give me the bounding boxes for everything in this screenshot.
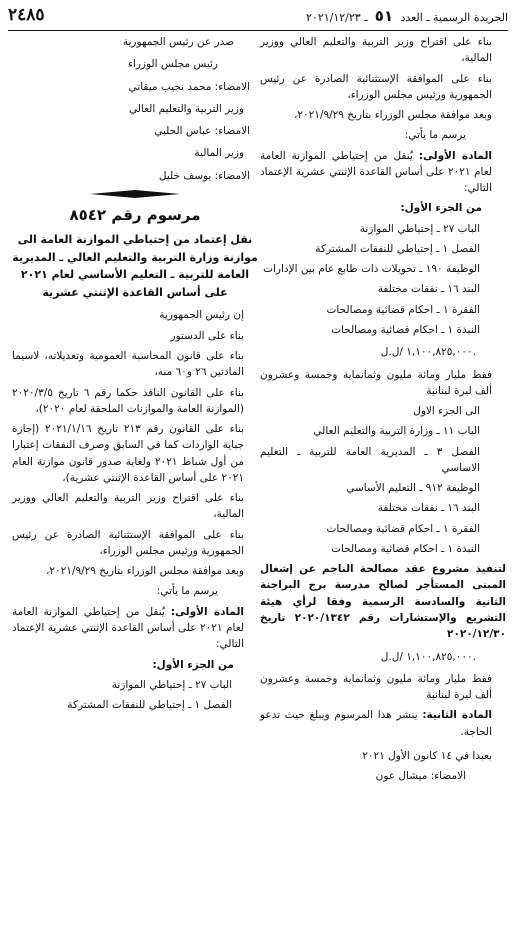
section-divider [12, 190, 258, 198]
from-item: الفصل ١ ـ إحتياطي للنفقات المشتركة [315, 242, 480, 255]
from-item: الفصل ١ ـ إحتياطي للنفقات المشتركة [67, 699, 232, 712]
divider-ornament-icon [90, 190, 180, 198]
signature-line: الامضاء: يوسف خليل [158, 169, 250, 182]
to-item: الباب ١١ ـ وزارة التربية والتعليم العالي [313, 425, 480, 438]
closing-signature: الامضاء: ميشال عون [375, 770, 466, 783]
preamble-line: بناء على الموافقة الإستثنائية الصادرة عن رئيس الجمهورية ورئيس مجلس الوزراء، [260, 72, 492, 101]
article-1 [260, 148, 506, 197]
preamble-line: بناء على اقتراح وزير التربية والتعليم العالي ووزير المالية، [12, 492, 244, 521]
article-1 [12, 604, 258, 653]
from-item: الوظيفة ١٩٠ ـ تحويلات ذات طابع عام بين الإدارات [263, 263, 480, 276]
preamble-line: بناء على اقتراح وزير التربية والتعليم العالي ووزير المالية، [260, 36, 492, 65]
signature-line: صدر عن رئيس الجمهورية [122, 36, 234, 48]
article-1-label: المادة الأولى: [418, 149, 492, 162]
amount-words: فقط مليار ومائة مليون وثمانماية وخمسة وعشرون ألف ليرة لبنانية [260, 672, 492, 702]
issue-date: ـ ٢٠٢١/١٢/٢٣ [306, 10, 368, 24]
article-1-label: المادة الأولى: [170, 605, 244, 618]
amount-figure: ١,١٠٠,٨٢٥,٠٠٠ /ل.ل. [380, 346, 476, 359]
preamble-line: بناء على القانون رقم ٢١٣ تاريخ ٢٠٢١/١/١٦ (إجازة جباية الواردات كما في السابق وصرف النفقات إعتبارا من أول شباط ٢٠٢١ ولغاية صدور قانون موازنة العام ٢٠٢١ على أساس القاعدة الإثنتي عشرية)، [12, 423, 245, 484]
page-number: ٢٤٨٥ [8, 4, 45, 25]
preamble-line: بناء على القانون النافذ حكما رقم ٦ تاريخ ٢٠٢٠/٣/٥ (الموازنة العامة والموازنات الملحقة لعام ٢٠٢٠)، [12, 386, 244, 415]
to-item: البند ١٦ ـ نفقات مختلفة [377, 502, 480, 515]
amount-words: فقط مليار ومائة مليون وثمانماية وخمسة وعشرون ألف ليرة لبنانية [260, 368, 492, 397]
from-item: النبذة ١ ـ احكام قضائية ومصالحات [331, 323, 480, 336]
signature-line: الامضاء: عباس الحلبي [154, 125, 250, 138]
signature-line: وزير التربية والتعليم العالي [128, 102, 244, 115]
amount-figure: ١,١٠٠,٨٢٥,٠٠٠ /ل.ل. [380, 650, 476, 663]
from-item: الباب ٢٧ ـ إحتياطي الموازنة [111, 678, 232, 691]
to-item: الفقرة ١ ـ احكام قضائية ومصالحات [326, 522, 480, 535]
signature-line: وزير المالية [194, 147, 244, 160]
preamble-line: بناء على الموافقة الإستثنائية الصادرة عن رئيس الجمهورية ورئيس مجلس الوزراء، [12, 528, 244, 557]
article-2-text: ينشر هذا المرسوم ويبلغ حيث تدعو الحاجة. [260, 709, 492, 738]
purpose-paragraph: لتنفيذ مشروع عقد مصالحة الناجم عن إشغال المبنى المستأجر لصالح مدرسة برج البراجنة الثانية والسادسة الرسمية وفقا لرأي هيئة التشريع والإستشارات رقم ٢٠٢٠/١٣٤٢ تاريخ ٢٠٢٠/١٢/٣٠ [260, 563, 506, 641]
to-item: الفصل ٣ ـ المديرية العامة للتربية ـ التعليم الاساسي [260, 445, 481, 474]
preamble-line: بناء على قانون المحاسبة العمومية وتعديلاته، لاسيما المادتين ٢٦ و٦٠ منه، [12, 350, 244, 379]
from-section: من الجزء الأول: [400, 202, 482, 215]
preamble-line: وبعد موافقة مجلس الوزراء بتاريخ ٢٠٢١/٩/٢٩، [46, 565, 244, 578]
to-item: النبذة ١ ـ احكام قضائية ومصالحات [331, 542, 480, 555]
left-column [12, 34, 258, 717]
article-1-text: يُنقل من إحتياطي الموازنة العامة لعام ٢٠٢١ على أساس القاعدة الإثنتي عشرية الإعتماد التالي: [260, 149, 492, 195]
signature-line: الامضاء: محمد نجيب ميقاتي [128, 80, 250, 93]
issue-number: ٥١ [374, 6, 394, 25]
article-1-text: يُنقل من إحتياطي الموازنة العامة لعام ٢٠٢١ على أساس القاعدة الإثنتي عشرية الإعتماد التالي: [12, 605, 244, 651]
preamble-line: إن رئيس الجمهورية [159, 309, 244, 322]
decree-formula: يرسم ما يأتي: [404, 129, 466, 142]
to-item: الوظيفة ٩١٢ ـ التعليم الأساسي [346, 482, 480, 495]
header-right [306, 5, 508, 28]
from-item: الفقرة ١ ـ احكام قضائية ومصالحات [326, 303, 480, 316]
publication-name: الجريدة الرسمية ـ العدد [400, 10, 508, 24]
decree-formula: يرسم ما يأتي: [156, 585, 218, 598]
article-2-label: المادة الثانية: [422, 709, 492, 722]
from-item: البند ١٦ ـ نفقات مختلفة [377, 283, 480, 296]
from-item: الباب ٢٧ ـ إحتياطي الموازنة [359, 222, 480, 235]
decree-subject: نقل إعتماد من إحتياطي الموازنة العامة الى موازنة وزارة التربية والتعليم العالي ـ المديرية العامة للتربية ـ التعليم الأساسي لعام ٢٠٢١ على أساس القاعدة الإثنتي عشرية [12, 233, 258, 299]
to-section: الى الجزء الاول [413, 405, 480, 418]
closing-date: بعبدا في ١٤ كانون الأول ٢٠٢١ [362, 749, 492, 762]
from-section: من الجزء الأول: [152, 658, 234, 671]
article-2 [260, 707, 506, 740]
preamble-line: وبعد موافقة مجلس الوزراء بتاريخ ٢٠٢١/٩/٢٩، [294, 109, 492, 122]
signature-line: رئيس مجلس الوزراء [127, 58, 218, 71]
decree-title: مرسوم رقم ٨٥٤٢ [69, 205, 201, 224]
page-header [8, 6, 508, 31]
right-column [260, 34, 506, 788]
preamble-line: بناء على الدستور [170, 329, 244, 342]
